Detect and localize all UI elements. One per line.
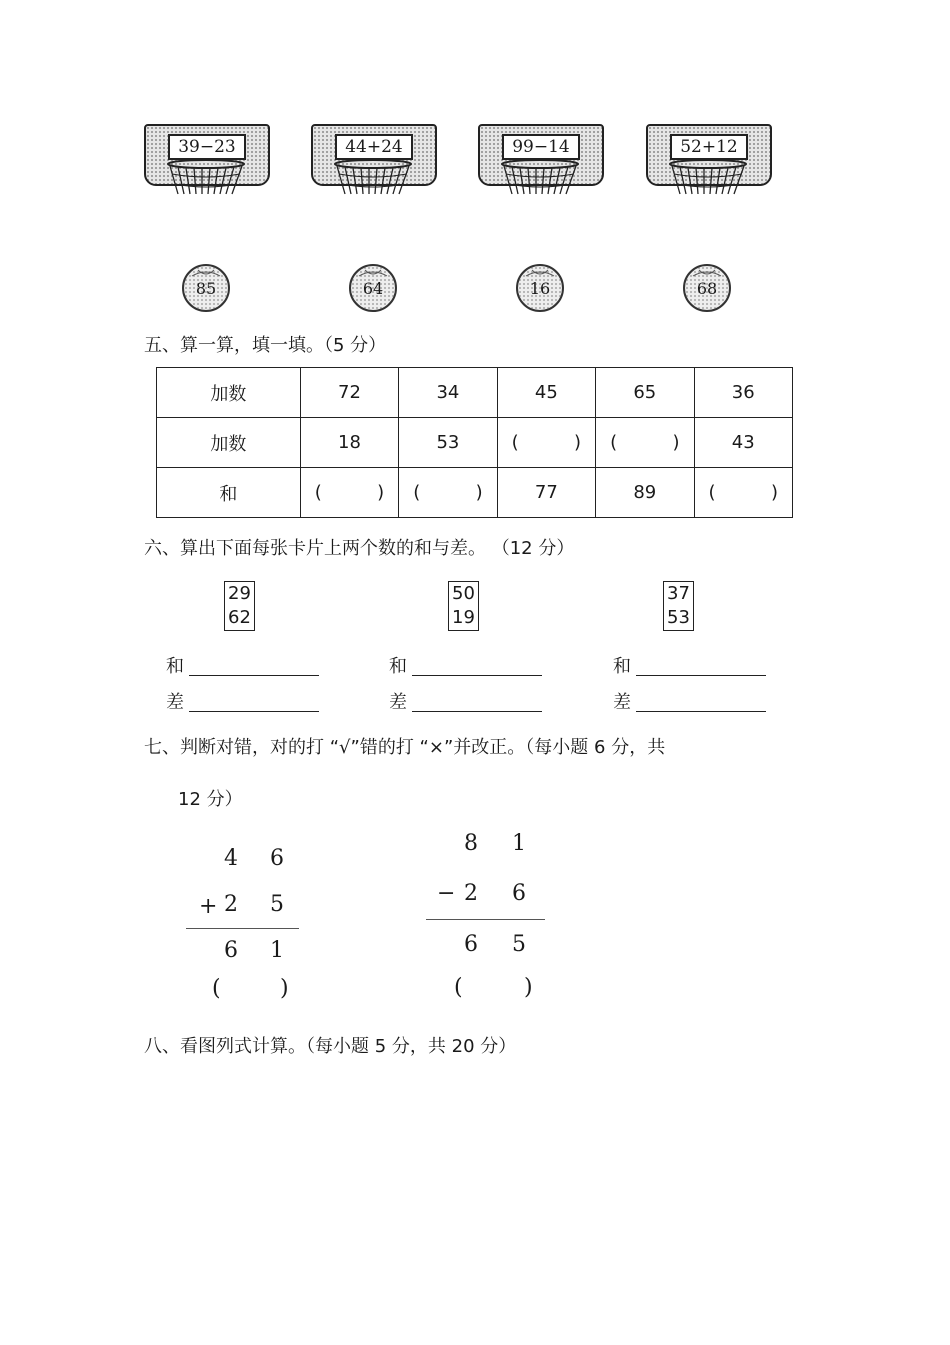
- digit: 2: [464, 881, 478, 906]
- table-cell: 72: [300, 368, 398, 418]
- sum-label: 和: [613, 656, 631, 677]
- section7-heading: 七、判断对错，对的打 “√”错的打 “×”并改正。（每小题 6 分，共: [144, 737, 666, 758]
- ball-number: 68: [696, 279, 718, 298]
- paren-close: ): [574, 432, 582, 453]
- digit: 1: [512, 831, 526, 856]
- net-icon: [333, 160, 413, 196]
- number-card-1: [224, 581, 255, 631]
- diff-label: 差: [389, 692, 407, 713]
- paren-close: ): [770, 482, 778, 503]
- table-cell: 45: [497, 368, 595, 418]
- table-cell: 77: [497, 468, 595, 518]
- digit: 5: [512, 932, 526, 957]
- digit: 6: [224, 938, 238, 963]
- paren-open: (: [511, 432, 519, 453]
- diff-answer-line[interactable]: [636, 711, 766, 712]
- diff-answer-line[interactable]: [412, 711, 542, 712]
- sum-answer-line[interactable]: [189, 675, 319, 676]
- net-icon: [668, 160, 748, 196]
- paren-close: ): [475, 482, 483, 503]
- paren-open: (: [708, 482, 716, 503]
- bracket-open: (: [454, 975, 463, 1000]
- addition-table: [156, 367, 793, 518]
- net-icon: [500, 160, 580, 196]
- card-top-number: 37: [667, 583, 690, 604]
- basketball-2: [349, 264, 397, 312]
- hoop-2: [311, 124, 435, 202]
- hoop-3: [478, 124, 602, 202]
- answer-blank[interactable]: [596, 418, 694, 468]
- paren-close: ): [377, 482, 385, 503]
- judge-blank[interactable]: [208, 976, 294, 1008]
- hoop-1: [144, 124, 268, 202]
- section6-heading: 六、算出下面每张卡片上两个数的和与差。 （12 分）: [144, 538, 575, 559]
- table-row: [157, 418, 793, 468]
- hoop-expression: 39−23: [168, 134, 246, 160]
- bracket-open: (: [212, 976, 221, 1001]
- section7-heading-cont: 12 分）: [178, 789, 243, 810]
- digit: 8: [464, 831, 478, 856]
- diff-label: 差: [613, 692, 631, 713]
- table-cell: 53: [399, 418, 497, 468]
- answer-blank[interactable]: [497, 418, 595, 468]
- paren-open: (: [314, 482, 322, 503]
- digit: 6: [464, 932, 478, 957]
- table-cell: 18: [300, 418, 398, 468]
- sum-label: 和: [389, 656, 407, 677]
- paren-close: ): [672, 432, 680, 453]
- digit: 4: [224, 846, 238, 871]
- basketball-3: [516, 264, 564, 312]
- net-icon: [166, 160, 246, 196]
- diff-label: 差: [166, 692, 184, 713]
- sum-answer-line[interactable]: [636, 675, 766, 676]
- card-top-number: 29: [228, 583, 251, 604]
- row-label: 和: [157, 468, 301, 518]
- operator: +: [199, 894, 218, 919]
- hoop-4: [646, 124, 770, 202]
- row-label: 加数: [157, 418, 301, 468]
- card-top-number: 50: [452, 583, 475, 604]
- answer-blank[interactable]: [300, 468, 398, 518]
- table-cell: 34: [399, 368, 497, 418]
- section5-heading: 五、算一算，填一填。（5 分）: [144, 335, 387, 356]
- basketball-4: [683, 264, 731, 312]
- sum-answer-line[interactable]: [412, 675, 542, 676]
- diff-answer-line[interactable]: [189, 711, 319, 712]
- hoop-expression: 44+24: [335, 134, 413, 160]
- sum-label: 和: [166, 656, 184, 677]
- digit: 6: [512, 881, 526, 906]
- digit: 6: [270, 846, 284, 871]
- basketball-1: [182, 264, 230, 312]
- table-cell: 65: [596, 368, 694, 418]
- section8-heading: 八、看图列式计算。（每小题 5 分，共 20 分）: [144, 1036, 517, 1057]
- answer-blank[interactable]: [399, 468, 497, 518]
- bracket-close: ): [524, 975, 533, 1000]
- ball-number: 64: [362, 279, 384, 298]
- ball-number: 85: [195, 279, 217, 298]
- paren-open: (: [413, 482, 421, 503]
- row-label: 加数: [157, 368, 301, 418]
- digit: 5: [270, 892, 284, 917]
- difference-rule: [426, 919, 545, 920]
- sum-rule: [186, 928, 299, 929]
- table-cell: 89: [596, 468, 694, 518]
- paren-open: (: [610, 432, 618, 453]
- ball-number: 16: [529, 279, 551, 298]
- table-row: [157, 468, 793, 518]
- digit: 1: [270, 938, 284, 963]
- hoop-expression: 52+12: [670, 134, 748, 160]
- card-bottom-number: 62: [228, 607, 251, 628]
- answer-blank[interactable]: [694, 468, 793, 518]
- card-bottom-number: 53: [667, 607, 690, 628]
- operator: −: [437, 881, 456, 906]
- table-cell: 43: [694, 418, 793, 468]
- judge-blank[interactable]: [450, 975, 540, 1007]
- table-row: [157, 368, 793, 418]
- number-card-3: [663, 581, 694, 631]
- hoop-expression: 99−14: [502, 134, 580, 160]
- card-bottom-number: 19: [452, 607, 475, 628]
- digit: 2: [224, 892, 238, 917]
- bracket-close: ): [280, 976, 289, 1001]
- number-card-2: [448, 581, 479, 631]
- table-cell: 36: [694, 368, 793, 418]
